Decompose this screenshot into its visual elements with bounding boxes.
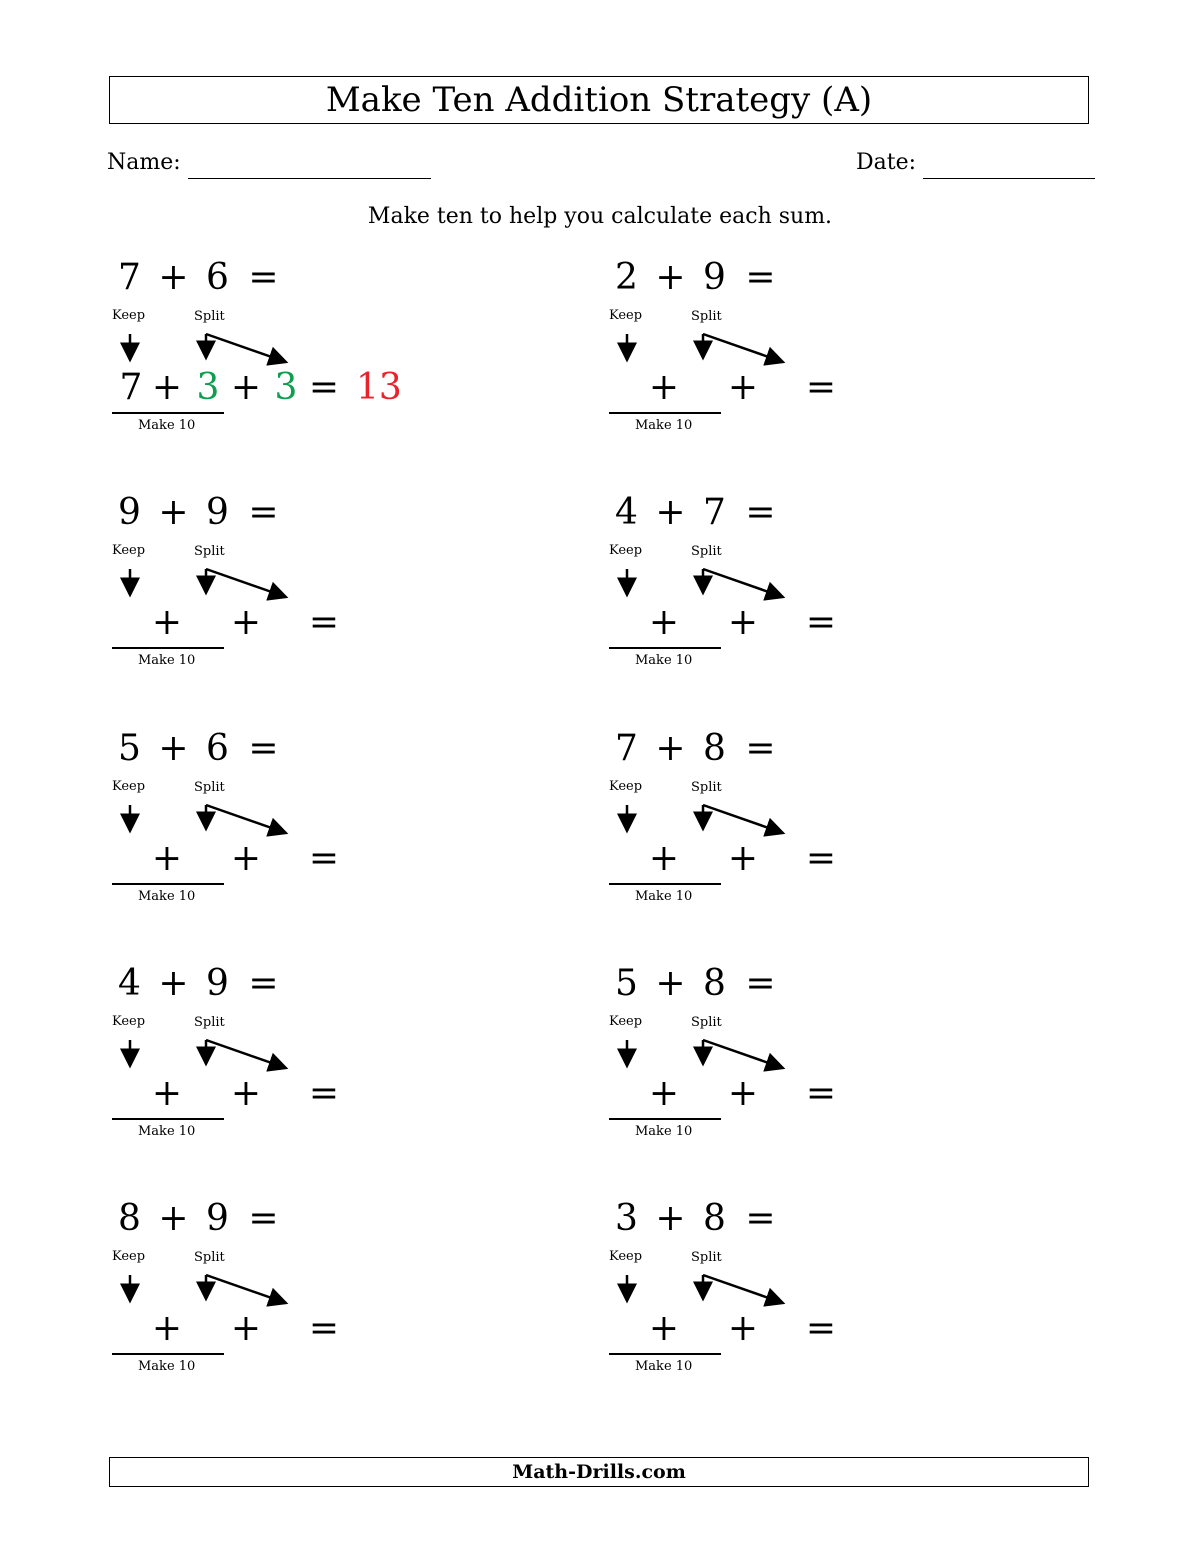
make10-label: Make 10 <box>635 418 693 433</box>
date-label: Date: <box>856 150 917 175</box>
equals-sign: = <box>745 492 776 533</box>
keep-split-arrows <box>110 729 310 839</box>
split-label: Split <box>194 544 225 559</box>
equals-sign: = <box>248 963 279 1004</box>
addend-a: 5 <box>615 963 638 1004</box>
equals-sign: = <box>248 728 279 769</box>
make10-underline <box>112 1118 224 1120</box>
equals-sign: = <box>308 1073 340 1114</box>
equals-sign: = <box>308 602 340 643</box>
problem-8 <box>607 964 1027 1164</box>
plus-sign: + <box>648 1073 680 1114</box>
addend-a: 4 <box>118 963 141 1004</box>
problem-2 <box>607 258 1027 458</box>
split-label: Split <box>691 544 722 559</box>
split-arrow-right-icon <box>703 569 783 597</box>
keep-label: Keep <box>609 1014 643 1029</box>
addend-a: 2 <box>615 257 638 298</box>
keep-label: Keep <box>112 308 146 323</box>
addend-a: 8 <box>118 1198 141 1239</box>
name-line[interactable] <box>188 178 431 179</box>
make10-underline <box>112 1353 224 1355</box>
plus-sign: + <box>158 1198 189 1239</box>
plus-sign: + <box>151 367 183 408</box>
addend-a: 5 <box>118 728 141 769</box>
addend-a: 4 <box>615 492 638 533</box>
footer: Math-Drills.com <box>109 1457 1089 1487</box>
keep-label: Keep <box>112 1014 146 1029</box>
plus-sign: + <box>158 257 189 298</box>
addend-b: 9 <box>702 257 726 298</box>
split-arrow-right-icon <box>206 1275 286 1303</box>
answer[interactable]: 13 <box>356 367 402 408</box>
make10-underline <box>609 647 721 649</box>
addend-b: 8 <box>702 728 726 769</box>
keep-split-arrows <box>110 1199 310 1309</box>
plus-sign: + <box>727 367 759 408</box>
equals-sign: = <box>745 728 776 769</box>
name-label: Name: <box>107 150 181 175</box>
keep-split-arrows <box>607 729 807 839</box>
worksheet-title: Make Ten Addition Strategy (A) <box>109 76 1089 124</box>
make10-underline <box>112 883 224 885</box>
problem-3 <box>110 493 530 693</box>
split-part-1[interactable]: 3 <box>196 367 220 408</box>
date-line[interactable] <box>923 178 1095 179</box>
plus-sign: + <box>230 367 262 408</box>
split-arrow-right-icon <box>703 1040 783 1068</box>
problem-1 <box>110 258 530 458</box>
make10-underline <box>609 1118 721 1120</box>
split-arrow-right-icon <box>206 334 286 362</box>
equals-sign: = <box>805 1308 837 1349</box>
problem-5 <box>110 729 530 929</box>
make10-underline <box>112 412 224 414</box>
plus-sign: + <box>648 1308 680 1349</box>
addend-b: 6 <box>205 728 229 769</box>
addend-a: 7 <box>118 257 141 298</box>
addend-a: 3 <box>615 1198 638 1239</box>
keep-split-arrows <box>607 493 807 603</box>
addend-a: 9 <box>118 492 141 533</box>
plus-sign: + <box>158 492 189 533</box>
plus-sign: + <box>230 602 262 643</box>
make10-underline <box>609 883 721 885</box>
plus-sign: + <box>655 492 686 533</box>
keep-split-arrows <box>110 493 310 603</box>
plus-sign: + <box>230 838 262 879</box>
equals-sign: = <box>248 257 279 298</box>
addend-a: 7 <box>615 728 638 769</box>
keep-label: Keep <box>609 779 643 794</box>
plus-sign: + <box>727 602 759 643</box>
plus-sign: + <box>230 1073 262 1114</box>
plus-sign: + <box>648 838 680 879</box>
problem-6 <box>607 729 1027 929</box>
split-arrow-right-icon <box>206 569 286 597</box>
plus-sign: + <box>151 1308 183 1349</box>
plus-sign: + <box>727 838 759 879</box>
equals-sign: = <box>805 838 837 879</box>
plus-sign: + <box>158 963 189 1004</box>
keep-split-arrows <box>607 258 807 368</box>
split-arrow-right-icon <box>703 334 783 362</box>
equals-sign: = <box>805 367 837 408</box>
plus-sign: + <box>151 1073 183 1114</box>
equals-sign: = <box>248 1198 279 1239</box>
plus-sign: + <box>655 1198 686 1239</box>
plus-sign: + <box>655 257 686 298</box>
equals-sign: = <box>805 1073 837 1114</box>
keep-label: Keep <box>112 779 146 794</box>
keep-split-arrows <box>607 1199 807 1309</box>
make10-label: Make 10 <box>138 889 196 904</box>
plus-sign: + <box>727 1308 759 1349</box>
make10-label: Make 10 <box>635 1124 693 1139</box>
equals-sign: = <box>308 367 340 408</box>
make10-label: Make 10 <box>635 653 693 668</box>
addend-b: 9 <box>205 963 229 1004</box>
keep-split-arrows <box>110 964 310 1074</box>
plus-sign: + <box>151 838 183 879</box>
split-label: Split <box>194 309 225 324</box>
plus-sign: + <box>648 367 680 408</box>
addend-b: 9 <box>205 1198 229 1239</box>
addend-b: 6 <box>205 257 229 298</box>
split-label: Split <box>691 1015 722 1030</box>
equals-sign: = <box>745 1198 776 1239</box>
make10-label: Make 10 <box>138 1359 196 1374</box>
split-label: Split <box>691 1250 722 1265</box>
keep-label: Keep <box>112 543 146 558</box>
problem-7 <box>110 964 530 1164</box>
split-label: Split <box>691 309 722 324</box>
equals-sign: = <box>248 492 279 533</box>
make10-underline <box>112 647 224 649</box>
keep-label: Keep <box>609 308 643 323</box>
make10-underline <box>609 1353 721 1355</box>
problem-4 <box>607 493 1027 693</box>
equals-sign: = <box>308 838 340 879</box>
equals-sign: = <box>308 1308 340 1349</box>
make10-label: Make 10 <box>138 653 196 668</box>
split-label: Split <box>194 780 225 795</box>
plus-sign: + <box>230 1308 262 1349</box>
split-arrow-right-icon <box>703 1275 783 1303</box>
keep-split-arrows <box>110 258 310 368</box>
keep-value[interactable]: 7 <box>119 367 143 408</box>
split-label: Split <box>194 1015 225 1030</box>
keep-label: Keep <box>609 1249 643 1264</box>
plus-sign: + <box>151 602 183 643</box>
split-arrow-right-icon <box>703 805 783 833</box>
plus-sign: + <box>727 1073 759 1114</box>
keep-split-arrows <box>607 964 807 1074</box>
make10-underline <box>609 412 721 414</box>
keep-label: Keep <box>609 543 643 558</box>
split-arrow-right-icon <box>206 805 286 833</box>
equals-sign: = <box>745 257 776 298</box>
equals-sign: = <box>805 602 837 643</box>
split-part-2[interactable]: 3 <box>274 367 298 408</box>
plus-sign: + <box>655 728 686 769</box>
plus-sign: + <box>648 602 680 643</box>
addend-b: 9 <box>205 492 229 533</box>
problem-10 <box>607 1199 1027 1399</box>
instructions: Make ten to help you calculate each sum. <box>367 204 833 229</box>
equals-sign: = <box>745 963 776 1004</box>
addend-b: 8 <box>702 1198 726 1239</box>
split-label: Split <box>691 780 722 795</box>
make10-label: Make 10 <box>138 1124 196 1139</box>
problem-9 <box>110 1199 530 1399</box>
plus-sign: + <box>158 728 189 769</box>
keep-label: Keep <box>112 1249 146 1264</box>
plus-sign: + <box>655 963 686 1004</box>
make10-label: Make 10 <box>635 889 693 904</box>
split-arrow-right-icon <box>206 1040 286 1068</box>
split-label: Split <box>194 1250 225 1265</box>
addend-b: 8 <box>702 963 726 1004</box>
make10-label: Make 10 <box>138 418 196 433</box>
addend-b: 7 <box>702 492 726 533</box>
make10-label: Make 10 <box>635 1359 693 1374</box>
